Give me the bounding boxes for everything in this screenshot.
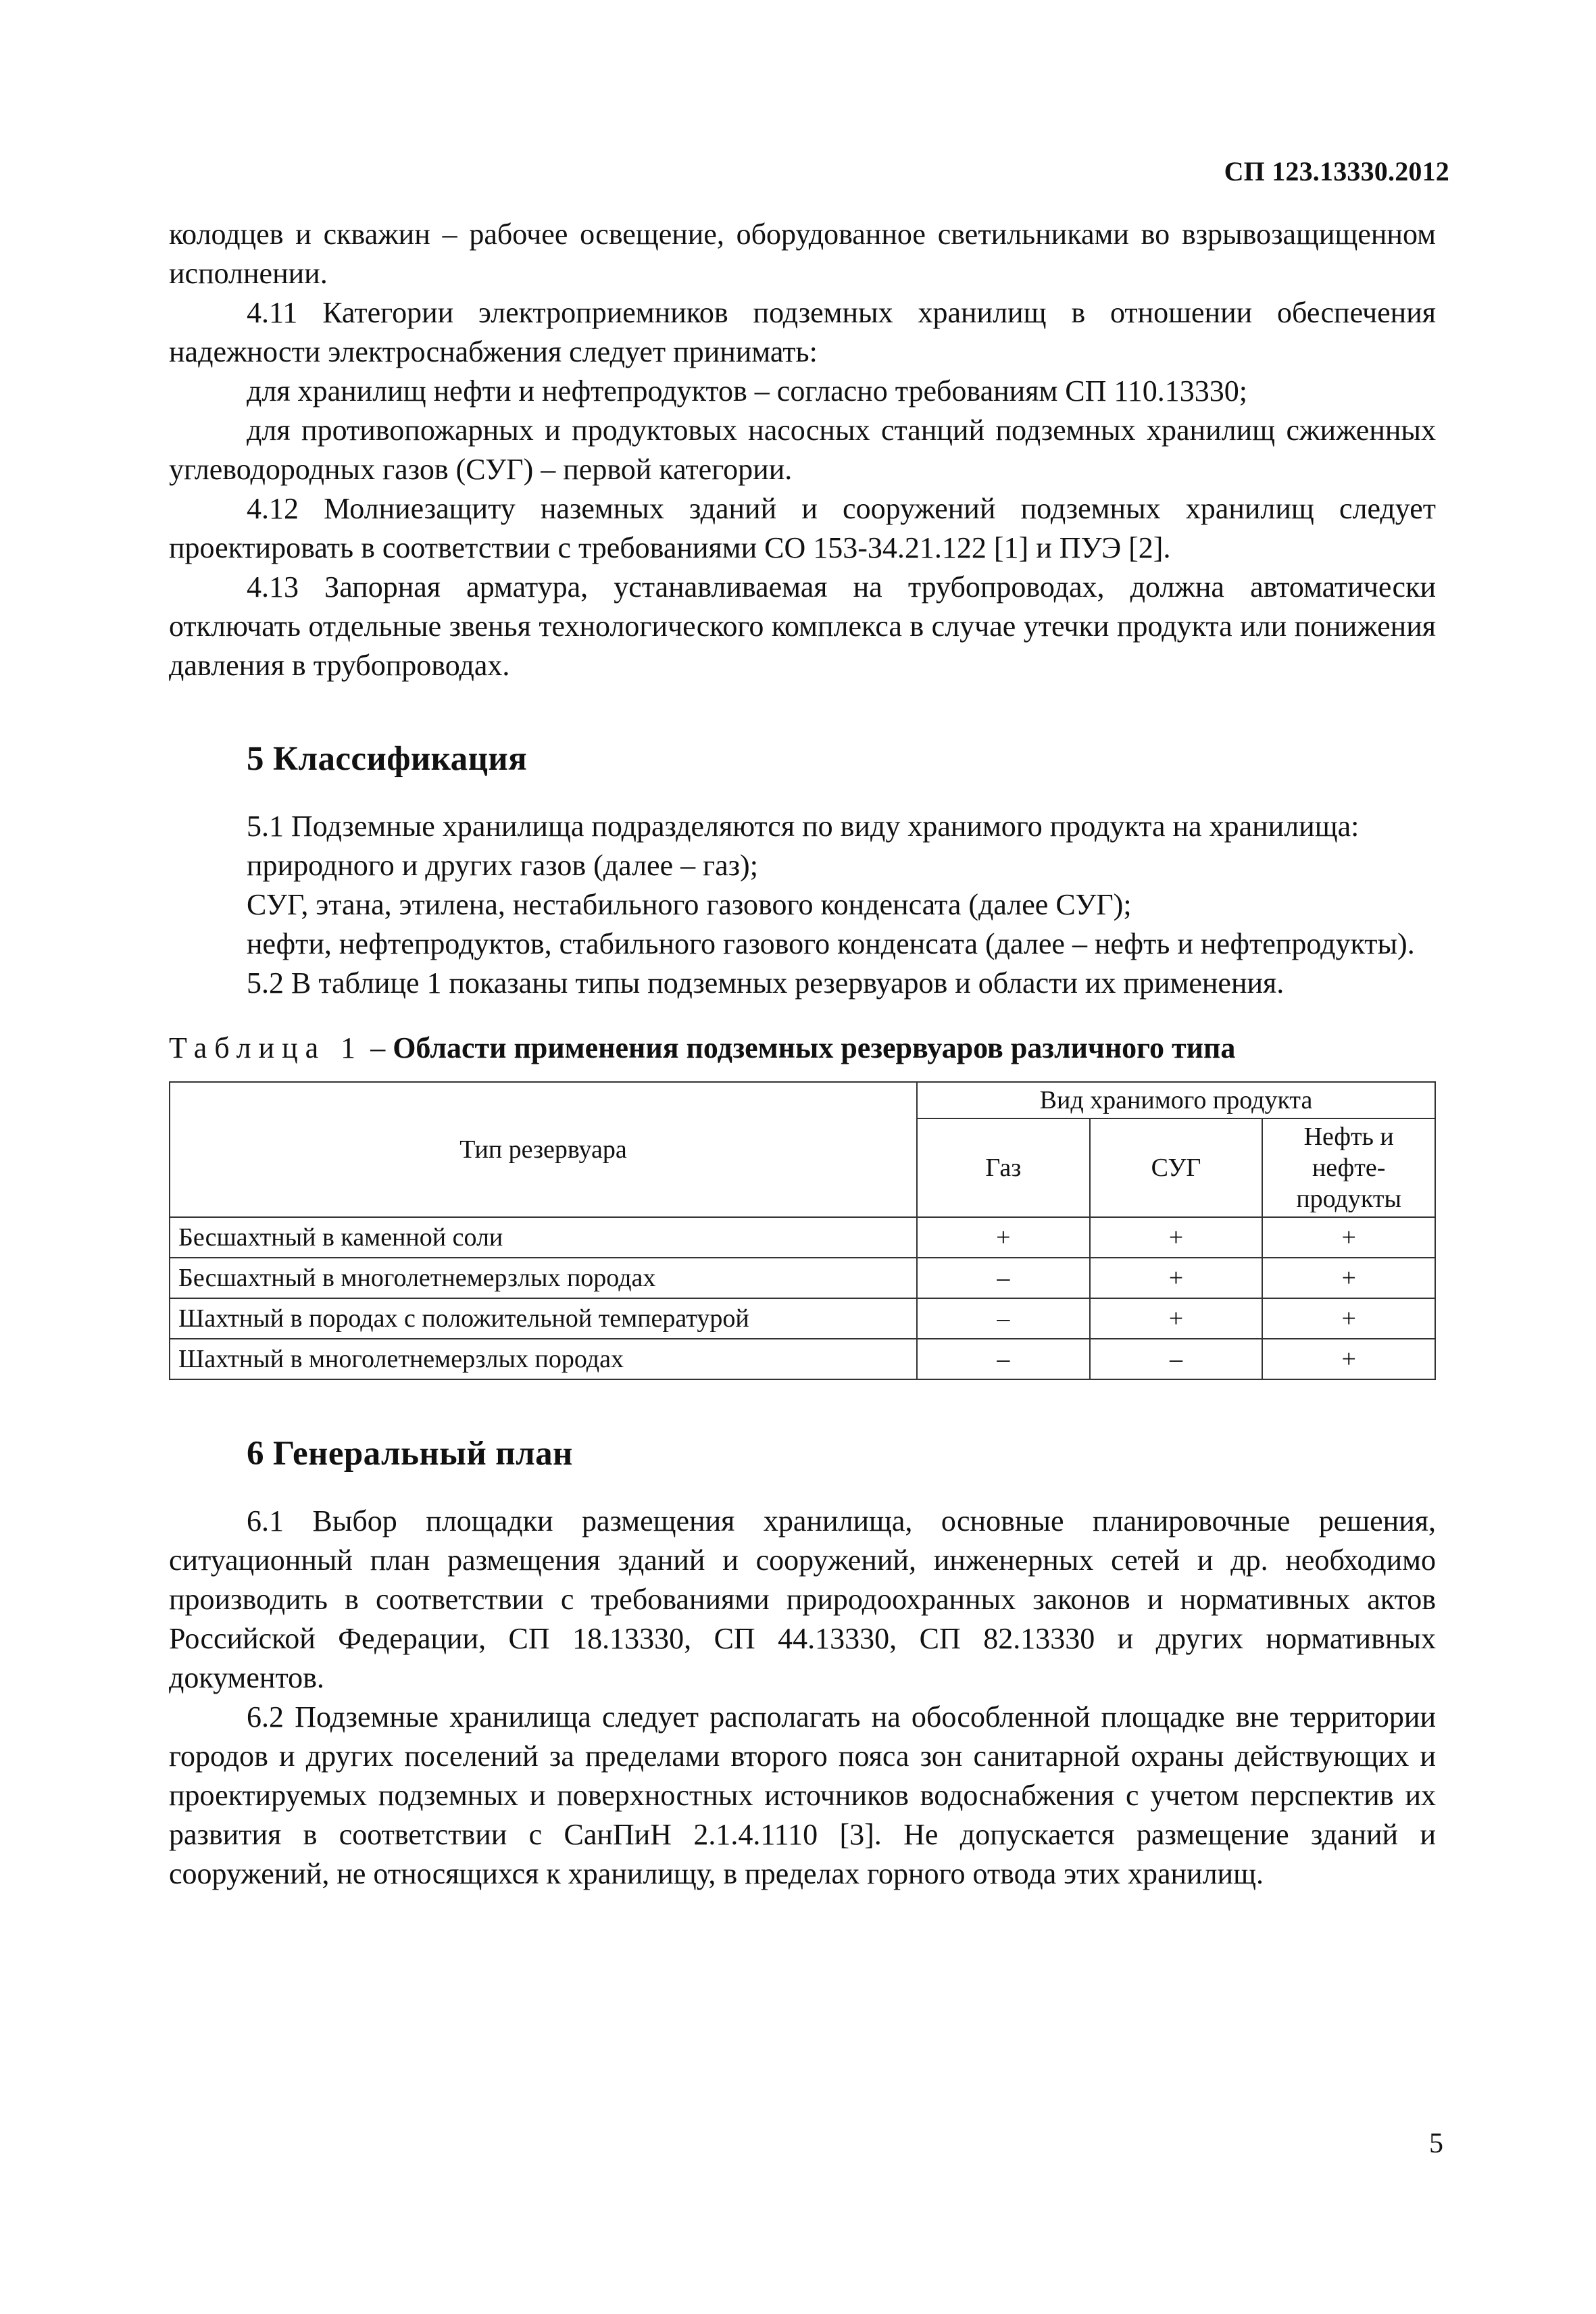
gas-cell [917,1339,1090,1379]
oil-cell [1262,1258,1435,1298]
paragraph-4-13: 4.13 Запорная арматура, устанавливаемая на трубопроводах, должна автоматически отключать отдельные звенья технологического комплекса в случае утечки продукта или понижения давления в трубопроводах. [169,570,1436,682]
document-code: СП 123.13330.2012 [1224,156,1449,187]
gas-cell [917,1258,1090,1298]
lpg-cell [1090,1298,1263,1339]
application-table [169,1081,1436,1380]
gas-mark: + [996,1223,1011,1252]
document-body [169,215,1436,1894]
paragraph-continuation: колодцев и скважин – рабочее освещение, оборудованное светильниками во взрывозащищенном исполнении. [169,218,1436,290]
section-6-title: 6 Генеральный план [247,1435,573,1473]
paragraph-5-1: 5.1 Подземные хранилища подразделяются по виду хранимого продукта на хранилища: [247,810,1360,843]
row-type-cell: Бесшахтный в многолетнемерзлых породах [170,1258,917,1298]
page-number: 5 [1429,2128,1443,2159]
row-type-cell: Шахтный в многолетнемерзлых породах [170,1339,917,1379]
gas-cell [917,1217,1090,1258]
classification-lpg: СУГ, этана, этилена, нестабильного газового конденсата (далее СУГ); [247,888,1132,921]
gas-mark: – [997,1304,1010,1333]
header-oil-products: Нефть и нефте-продукты [1262,1118,1435,1217]
oil-mark: + [1341,1345,1356,1373]
row-type-cell: Бесшахтный в каменной соли [170,1217,917,1258]
table-caption-title: Области применения подземных резервуаров различного типа [393,1031,1236,1064]
oil-mark: + [1341,1304,1356,1333]
header-reservoir-type: Тип резервуара [170,1082,917,1217]
table-row [170,1258,1435,1298]
paragraph-oil-products-requirement: для хранилищ нефти и нефтепродуктов – согласно требованиям СП 110.13330; [247,374,1248,408]
lpg-mark: + [1168,1223,1184,1252]
gas-mark: – [997,1264,1010,1292]
paragraph-4-12: 4.12 Молниезащиту наземных зданий и сооружений подземных хранилищ следует проектировать в соответствии с требованиями СО 153-34.21.122 [1] и ПУЭ [2]. [169,492,1436,564]
oil-cell [1262,1339,1435,1379]
paragraph-5-2: 5.2 В таблице 1 показаны типы подземных резервуаров и области их применения. [247,966,1285,1000]
lpg-mark: + [1168,1264,1184,1292]
header-lpg: СУГ [1090,1118,1263,1217]
table-header-row [170,1082,1435,1118]
table-caption-dash: – [363,1031,393,1064]
paragraph-6-2: 6.2 Подземные хранилища следует располагать на обособленной площадке вне территории городов и других поселений за пределами второго пояса зон санитарной охраны действующих и проектируемых подземных и поверхностных источников водоснабжения с учетом перспектив их развития в соответствии с СанПиН 2.1.4.1110 [3]. Не допускается размещение зданий и сооружений, не относящихся к хранилищу, в пределах горного отвода этих хранилищ. [169,1700,1436,1890]
table-caption [169,1029,1436,1068]
gas-cell [917,1298,1090,1339]
lpg-cell [1090,1217,1263,1258]
gas-mark: – [997,1345,1010,1373]
lpg-mark: + [1168,1304,1184,1333]
oil-cell [1262,1217,1435,1258]
lpg-cell [1090,1339,1263,1379]
header-product-type: Вид хранимого продукта [917,1082,1435,1118]
header-gas: Газ [917,1118,1090,1217]
classification-gas: природного и других газов (далее – газ); [247,849,758,882]
lpg-cell [1090,1258,1263,1298]
oil-mark: + [1341,1223,1356,1252]
lpg-mark: – [1169,1345,1182,1373]
oil-cell [1262,1298,1435,1339]
paragraph-4-11: 4.11 Категории электроприемников подземных хранилищ в отношении обеспечения надежности электроснабжения следует принимать: [169,296,1436,368]
paragraph-6-1: 6.1 Выбор площадки размещения хранилища, основные планировочные решения, ситуационный план размещения зданий и сооружений, инженерных сетей и др. необходимо производить в соответствии с требованиями природоохранных законов и нормативных актов Российской Федерации, СП 18.13330, СП 44.13330, СП 82.13330 и других нормативных документов. [169,1504,1436,1694]
table-caption-prefix: Таблица 1 [169,1031,364,1064]
section-5-title: 5 Классификация [247,740,528,778]
table-row [170,1217,1435,1258]
paragraph-lpg-category: для противопожарных и продуктовых насосных станций подземных хранилищ сжиженных углеводородных газов (СУГ) – первой категории. [169,414,1436,486]
row-type-cell: Шахтный в породах с положительной температурой [170,1298,917,1339]
table-row [170,1298,1435,1339]
oil-mark: + [1341,1264,1356,1292]
classification-oil: нефти, нефтепродуктов, стабильного газового конденсата (далее – нефть и нефтепродукты). [247,927,1415,960]
table-row [170,1339,1435,1379]
